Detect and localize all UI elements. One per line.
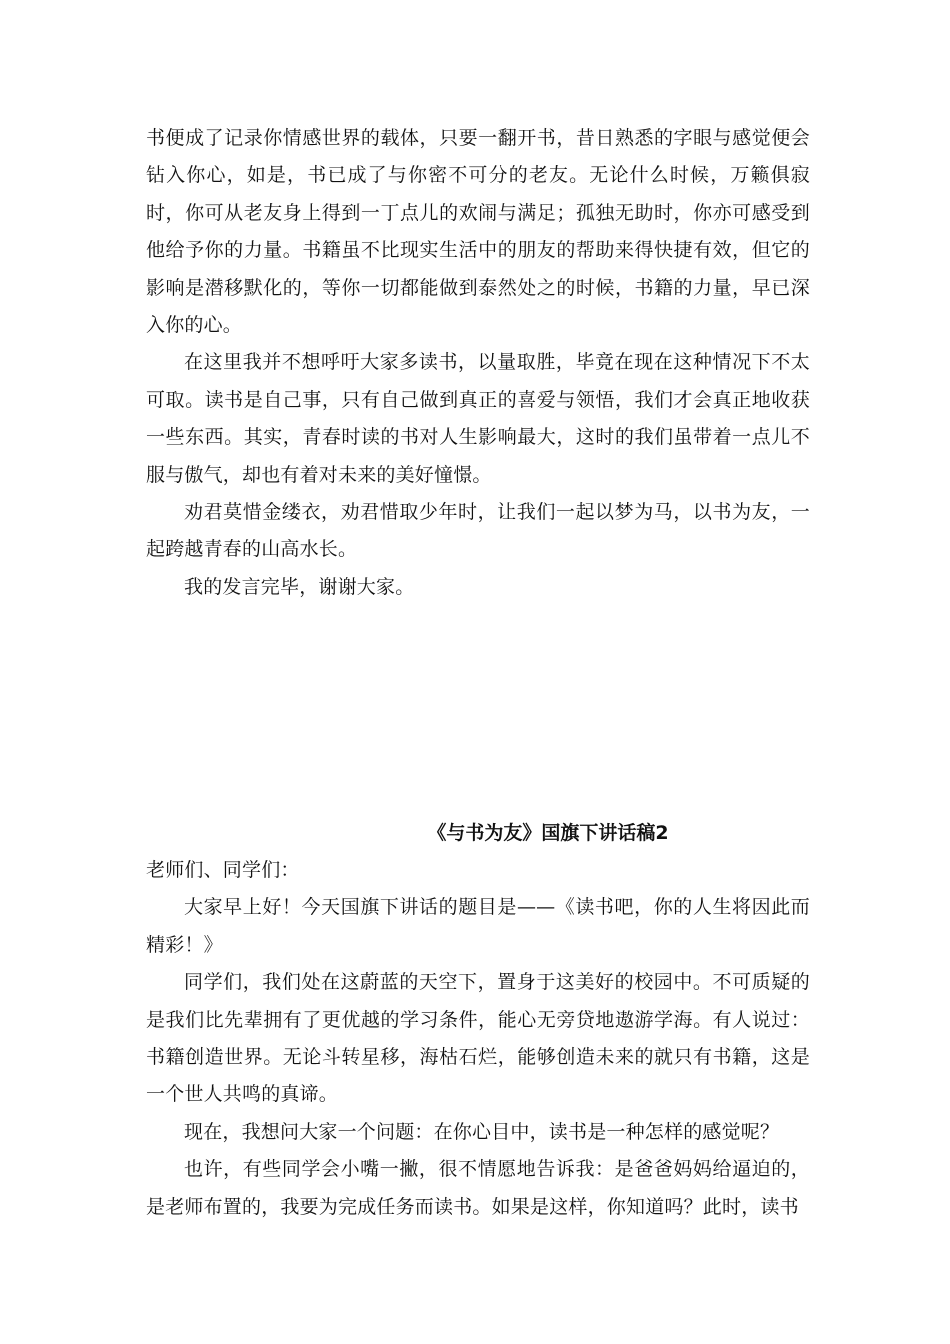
paragraph-4: 我的发言完毕，谢谢大家。	[184, 575, 415, 598]
paragraph-7: 现在，我想问大家一个问题：在你心目中，读书是一种怎样的感觉呢？	[184, 1120, 780, 1143]
section-2-title: 《与书为友》国旗下讲话稿2	[427, 822, 669, 844]
paragraph-6: 同学们，我们处在这蔚蓝的天空下，置身于这美好的校园中。不可质疑的是我们比先辈拥有了更优越的学习条件，能心无旁贷地遨游学海。有人说过：书籍创造世界。无论斗转星移，海枯石烂，能够创造未来的就只有书籍，这是一个世人共鸣的真谛。	[146, 971, 810, 1106]
section-2-body	[146, 852, 810, 1226]
paragraph-1: 书便成了记录你情感世界的载体，只要一翻开书，昔日熟悉的字眼与感觉便会钻入你心，如是，书已成了与你密不可分的老友。无论什么时候，万籁俱寂时，你可从老友身上得到一丁点儿的欢闹与满足；孤独无助时，你亦可感受到他给予你的力量。书籍虽不比现实生活中的朋友的帮助来得快捷有效，但它的影响是潜移默化的，等你一切都能做到泰然处之的时候，书籍的力量，早已深入你的心。	[146, 127, 810, 337]
section-1-body	[146, 120, 810, 606]
paragraph-8: 也许，有些同学会小嘴一撇，很不情愿地告诉我：是爸爸妈妈给逼迫的，是老师布置的，我要为完成任务而读书。如果是这样，你知道吗？此时，读书	[146, 1158, 810, 1218]
salutation: 老师们、同学们：	[146, 859, 300, 881]
paragraph-5: 大家早上好！今天国旗下讲话的题目是——《读书吧，你的人生将因此而精彩！》	[146, 896, 810, 956]
paragraph-3: 劝君莫惜金缕衣，劝君惜取少年时，让我们一起以梦为马，以书为友，一起跨越青春的山高水长。	[146, 501, 810, 561]
paragraph-2: 在这里我并不想呼吁大家多读书，以量取胜，毕竟在现在这种情况下不太可取。读书是自己事，只有自己做到真正的喜爱与领悟，我们才会真正地收获一些东西。其实，青春时读的书对人生影响最大，这时的我们虽带着一点儿不服与傲气，却也有着对未来的美好憧憬。	[146, 351, 810, 486]
